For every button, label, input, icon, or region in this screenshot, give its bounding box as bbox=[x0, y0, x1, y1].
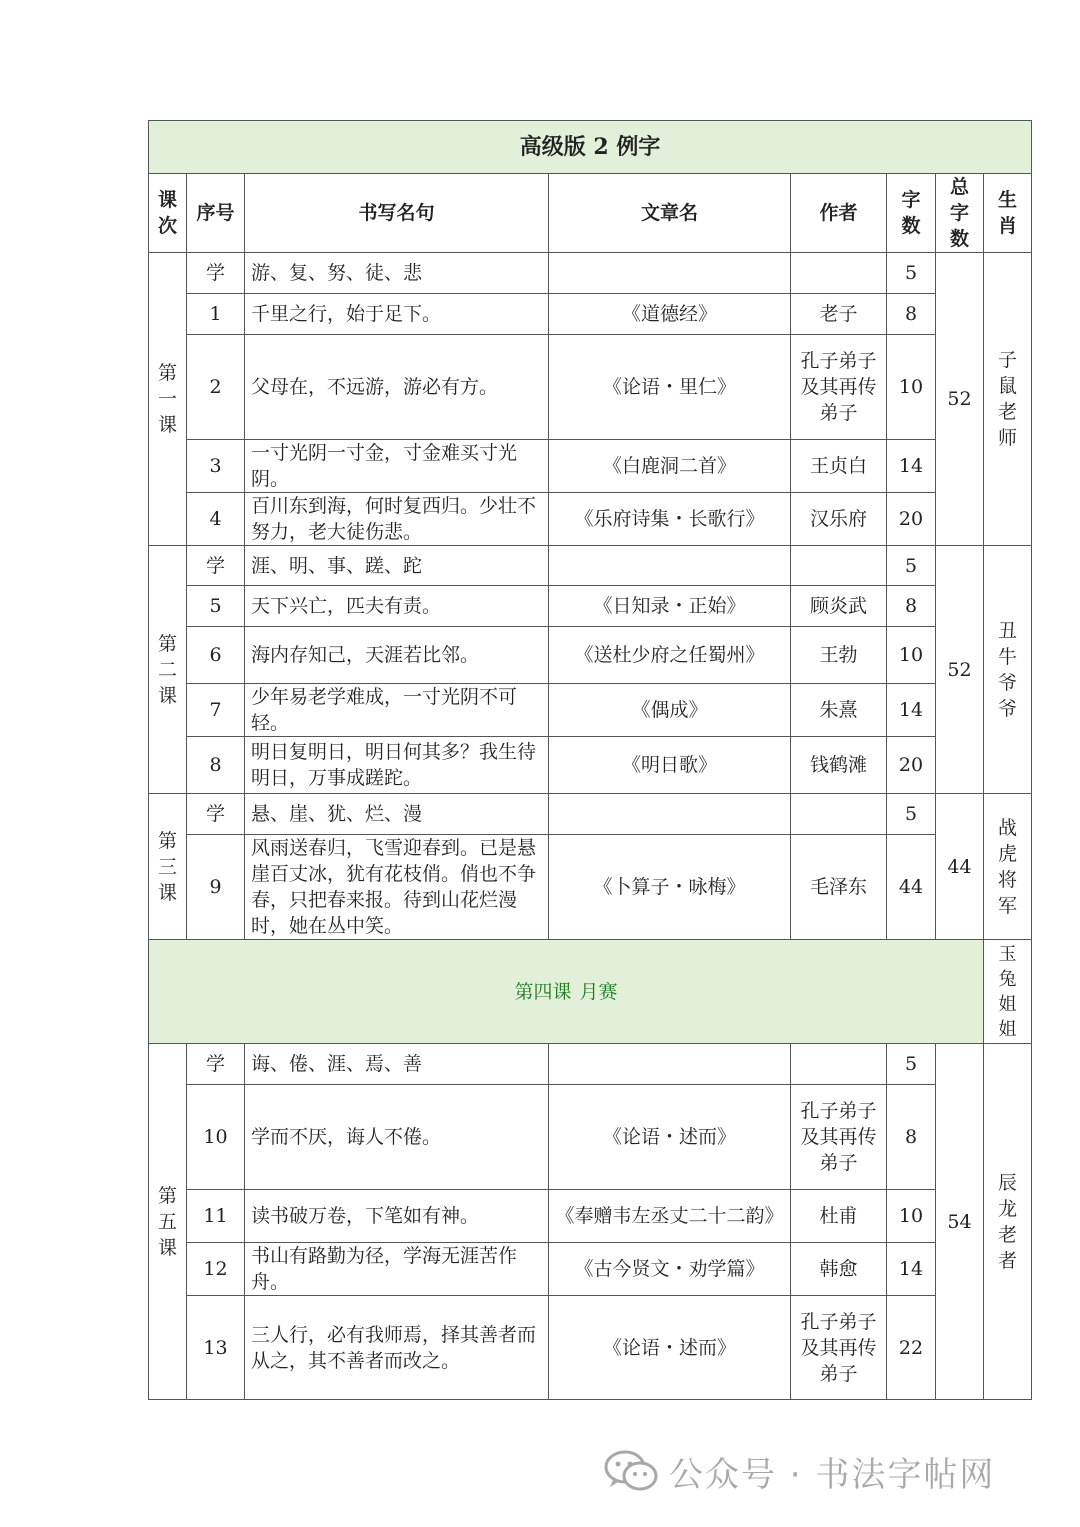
row-author: 韩愈 bbox=[791, 1243, 887, 1296]
row-count: 10 bbox=[887, 1190, 936, 1243]
watermark-text: 公众号 · 书法字帖网 bbox=[669, 1454, 996, 1495]
row-article bbox=[549, 253, 791, 294]
row-seq: 2 bbox=[187, 335, 245, 440]
row-sentence: 书山有路勤为径，学海无涯苦作舟。 bbox=[245, 1243, 549, 1296]
row-article bbox=[549, 794, 791, 835]
row-sentence: 父母在，不远游，游必有方。 bbox=[245, 335, 549, 440]
row-count: 5 bbox=[887, 546, 936, 586]
row-author: 汉乐府 bbox=[791, 493, 887, 546]
lesson-name: 第五课 bbox=[149, 1044, 187, 1400]
header-zodiac: 生肖 bbox=[984, 174, 1032, 253]
row-article: 《明日歌》 bbox=[549, 737, 791, 794]
row-author bbox=[791, 253, 887, 294]
row-author: 毛泽东 bbox=[791, 835, 887, 940]
row-count: 10 bbox=[887, 335, 936, 440]
header-lesson: 课次 bbox=[149, 174, 187, 253]
header-seq: 序号 bbox=[187, 174, 245, 253]
header-sentence: 书写名句 bbox=[245, 174, 549, 253]
row-sentence: 游、复、努、徒、悲 bbox=[245, 253, 549, 294]
row-seq: 5 bbox=[187, 586, 245, 627]
row-author: 杜甫 bbox=[791, 1190, 887, 1243]
lesson-table bbox=[148, 120, 1032, 1400]
row-sentence: 天下兴亡，匹夫有责。 bbox=[245, 586, 549, 627]
row-count: 8 bbox=[887, 586, 936, 627]
row-author bbox=[791, 1044, 887, 1085]
row-seq: 9 bbox=[187, 835, 245, 940]
row-count: 5 bbox=[887, 794, 936, 835]
lesson-name: 第一课 bbox=[149, 253, 187, 546]
row-seq: 学 bbox=[187, 794, 245, 835]
row-sentence: 诲、倦、涯、焉、善 bbox=[245, 1044, 549, 1085]
row-author bbox=[791, 546, 887, 586]
row-count: 14 bbox=[887, 440, 936, 493]
lesson-zodiac: 辰龙老者 bbox=[984, 1044, 1032, 1400]
row-count: 20 bbox=[887, 737, 936, 794]
row-seq: 13 bbox=[187, 1296, 245, 1400]
row-author: 钱鹤滩 bbox=[791, 737, 887, 794]
header-article: 文章名 bbox=[549, 174, 791, 253]
row-seq: 8 bbox=[187, 737, 245, 794]
row-article bbox=[549, 1044, 791, 1085]
row-author: 王勃 bbox=[791, 627, 887, 684]
row-author: 王贞白 bbox=[791, 440, 887, 493]
row-author: 朱熹 bbox=[791, 684, 887, 737]
row-seq: 学 bbox=[187, 1044, 245, 1085]
lesson-zodiac: 子鼠老师 bbox=[984, 253, 1032, 546]
wechat-icon bbox=[603, 1449, 661, 1493]
row-author: 孔子弟子及其再传弟子 bbox=[791, 1085, 887, 1190]
header-author: 作者 bbox=[791, 174, 887, 253]
row-seq: 1 bbox=[187, 294, 245, 335]
row-count: 14 bbox=[887, 684, 936, 737]
monthly-label: 月赛 bbox=[579, 980, 618, 1003]
lesson-total: 52 bbox=[936, 546, 984, 794]
table-title: 高级版 2 例字 bbox=[149, 121, 1032, 174]
row-count: 14 bbox=[887, 1243, 936, 1296]
header-total: 总字数 bbox=[936, 174, 984, 253]
row-article: 《日知录・正始》 bbox=[549, 586, 791, 627]
lesson-total: 52 bbox=[936, 253, 984, 546]
row-article: 《论语・述而》 bbox=[549, 1296, 791, 1400]
row-article: 《论语・里仁》 bbox=[549, 335, 791, 440]
lesson-zodiac: 丑牛爷爷 bbox=[984, 546, 1032, 794]
row-article: 《道德经》 bbox=[549, 294, 791, 335]
lesson-zodiac: 战虎将军 bbox=[984, 794, 1032, 940]
row-article: 《卜算子・咏梅》 bbox=[549, 835, 791, 940]
monthly-zodiac: 玉兔姐姐 bbox=[984, 940, 1032, 1044]
row-article: 《乐府诗集・长歌行》 bbox=[549, 493, 791, 546]
row-sentence: 学而不厌，诲人不倦。 bbox=[245, 1085, 549, 1190]
row-seq: 学 bbox=[187, 546, 245, 586]
monthly-contest-row bbox=[149, 940, 984, 1044]
row-article: 《送杜少府之任蜀州》 bbox=[549, 627, 791, 684]
row-author bbox=[791, 794, 887, 835]
row-author: 顾炎武 bbox=[791, 586, 887, 627]
row-sentence: 一寸光阴一寸金，寸金难买寸光阴。 bbox=[245, 440, 549, 493]
row-sentence: 百川东到海，何时复西归。少壮不努力，老大徒伤悲。 bbox=[245, 493, 549, 546]
row-sentence: 涯、明、事、蹉、跎 bbox=[245, 546, 549, 586]
row-article: 《偶成》 bbox=[549, 684, 791, 737]
row-sentence: 风雨送春归，飞雪迎春到。已是悬崖百丈冰，犹有花枝俏。俏也不争春，只把春来报。待到山花烂漫时，她在丛中笑。 bbox=[245, 835, 549, 940]
row-seq: 学 bbox=[187, 253, 245, 294]
row-sentence: 三人行，必有我师焉，择其善者而从之，其不善者而改之。 bbox=[245, 1296, 549, 1400]
row-sentence: 少年易老学难成，一寸光阴不可轻。 bbox=[245, 684, 549, 737]
row-article: 《论语・述而》 bbox=[549, 1085, 791, 1190]
row-article: 《奉赠韦左丞丈二十二韵》 bbox=[549, 1190, 791, 1243]
row-sentence: 千里之行，始于足下。 bbox=[245, 294, 549, 335]
watermark bbox=[603, 1448, 1043, 1494]
row-count: 22 bbox=[887, 1296, 936, 1400]
row-count: 20 bbox=[887, 493, 936, 546]
row-sentence: 读书破万卷，下笔如有神。 bbox=[245, 1190, 549, 1243]
row-seq: 10 bbox=[187, 1085, 245, 1190]
row-sentence: 明日复明日，明日何其多？我生待明日，万事成蹉跎。 bbox=[245, 737, 549, 794]
row-article bbox=[549, 546, 791, 586]
row-author: 老子 bbox=[791, 294, 887, 335]
row-author: 孔子弟子及其再传弟子 bbox=[791, 335, 887, 440]
lesson-total: 54 bbox=[936, 1044, 984, 1400]
row-seq: 3 bbox=[187, 440, 245, 493]
lesson-name: 第二课 bbox=[149, 546, 187, 794]
row-sentence: 海内存知己，天涯若比邻。 bbox=[245, 627, 549, 684]
row-sentence: 悬、崖、犹、烂、漫 bbox=[245, 794, 549, 835]
row-count: 8 bbox=[887, 1085, 936, 1190]
row-article: 《古今贤文・劝学篇》 bbox=[549, 1243, 791, 1296]
monthly-lesson: 第四课 bbox=[514, 980, 572, 1003]
row-count: 8 bbox=[887, 294, 936, 335]
row-seq: 4 bbox=[187, 493, 245, 546]
row-seq: 12 bbox=[187, 1243, 245, 1296]
row-author: 孔子弟子及其再传弟子 bbox=[791, 1296, 887, 1400]
row-seq: 6 bbox=[187, 627, 245, 684]
row-seq: 11 bbox=[187, 1190, 245, 1243]
lesson-name: 第三课 bbox=[149, 794, 187, 940]
header-count: 字数 bbox=[887, 174, 936, 253]
lesson-total: 44 bbox=[936, 794, 984, 940]
row-seq: 7 bbox=[187, 684, 245, 737]
row-count: 10 bbox=[887, 627, 936, 684]
row-article: 《白鹿洞二首》 bbox=[549, 440, 791, 493]
row-count: 5 bbox=[887, 253, 936, 294]
row-count: 5 bbox=[887, 1044, 936, 1085]
row-count: 44 bbox=[887, 835, 936, 940]
